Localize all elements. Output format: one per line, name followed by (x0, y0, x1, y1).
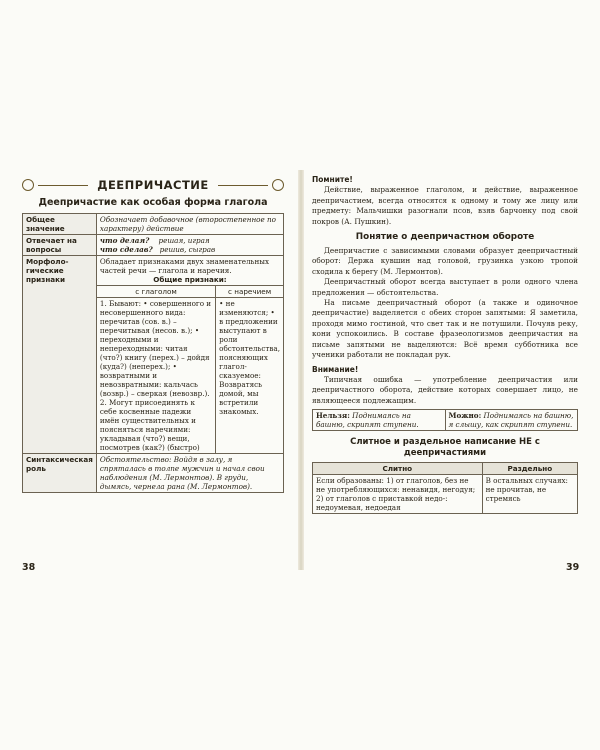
row-head-questions: Отвечает на вопросы (23, 235, 97, 256)
wrong-label: Нельзя: (316, 411, 350, 421)
table-row-meaning (23, 214, 284, 235)
ornament-line-right (218, 185, 268, 186)
wrong-example: Поднимаясь на башню, скрипят ступени. (316, 411, 419, 430)
book-gutter (298, 170, 304, 570)
morph-intro-cell (96, 256, 283, 286)
ornament-left-icon (22, 179, 34, 191)
col-head-adverb: с наречием (216, 286, 284, 298)
common-features-label: Общие признаки: (153, 275, 227, 284)
col-head-apart: Раздельно (482, 463, 577, 475)
questions-cell (96, 235, 283, 256)
chapter-title: ДЕЕПРИЧАСТИЕ (97, 178, 209, 192)
row-head-meaning: Общее значение (23, 214, 97, 235)
table-header-row (313, 463, 578, 475)
table-row-morph-intro (23, 256, 284, 286)
verb-features: 1. Бывают: • совершенного и несовершенного вида: перечитав (сов. в.) – перечитывая (несов. в.); • переходными и непереходными: читая (что?) книгу (перех.) – дойдя (куда?) (неперех.); • возвратными и невозвратными: кальчась (возвр.) – сверкая (невозвр.). 2. Могут присоединять к себе косвенные падежи имён существительных и поясняться наречиями: укладывая (что?) вещи, посмотрев (как?) (быстро) (96, 298, 215, 454)
paragraph-3: На письме деепричастный оборот (а также и одиночное деепричастие) выделяется с обеих сторон запятыми: Я заметила, проходя мимо гостиной, что свет так и не потушили. Почуяв реку, кони успокоились. В составе фразеологизмов деепричастия на письме запятыми не выделяются: Всё время субботника все ученики работали не покладая рук. (312, 298, 578, 360)
verb-form-table (22, 213, 284, 493)
left-subtitle: Деепричастие как особая форма глагола (38, 197, 268, 208)
error-example-table (312, 409, 578, 431)
answer-2: решив, сыграв (159, 245, 216, 254)
paragraph-4: Типичная ошибка — употребление деепричастия или деепричастного оборота, действие которых совершает лицо, не являющееся подлежащим. (312, 374, 578, 405)
section-title-participial-phrase: Понятие о деепричастном обороте (355, 232, 535, 243)
question-2: что сделав? (99, 245, 153, 254)
adverb-features: • не изменяются; • в предложении выступают в роли обстоятельства, поясняющих глагол-сказуемое: Возвратясь домой, мы встретили знакомых. (216, 298, 284, 454)
right-label: Можно: (448, 411, 482, 421)
paragraph-1: Деепричастие с зависимыми словами образует деепричастный оборот: Держа кувшин над головой, грузинка узкою тропой сходила к берегу (М. Лермонтов). (312, 246, 578, 276)
ne-spelling-table (312, 462, 578, 514)
right-example: Поднимаясь на башню, я слышу, как скрипят ступени. (448, 411, 574, 430)
table-row-questions (23, 235, 284, 256)
answer-1: решая, играя (158, 236, 210, 245)
right-page (312, 175, 578, 514)
ornament-line-left (38, 185, 88, 186)
remember-block (312, 175, 578, 227)
morph-intro: Обладает признаками двух знаменательных частей речи — глагола и наречия. (99, 257, 270, 275)
col-head-verb: с глаголом (96, 286, 215, 298)
left-page (22, 175, 284, 493)
question-line-1 (100, 236, 280, 245)
meaning-text: Обозначает добавочное (второстепенное по характеру) действие (96, 214, 283, 235)
table-row-syntax (23, 454, 284, 493)
table-row (313, 475, 578, 514)
page-number-left: 38 (22, 562, 36, 573)
question-line-2 (100, 245, 280, 254)
section-title-ne-spelling: Слитное и раздельное написание НЕ с деепричастиями (350, 437, 540, 459)
page-number-right: 39 (566, 562, 580, 573)
remember-text: Действие, выраженное глаголом, и действие, выраженное деепричастием, всегда относятся к одному и тому же лицу или предмету: Мальчишки разогнали псов, взяв барчонку под свой покров (А. Пушкин). (312, 185, 578, 226)
paragraph-2: Деепричастный оборот всегда выступает в роли одного члена предложения — обстоятельства. (312, 277, 578, 297)
remember-label: Помните! (312, 175, 353, 184)
attention-label: Внимание! (312, 364, 359, 374)
apart-rules: В остальных случаях: не прочитав, не стремясь (482, 475, 577, 514)
wrong-example-cell (313, 410, 446, 431)
participial-phrase-body (312, 246, 578, 406)
together-rules: Если образованы: 1) от глаголов, без не не употребляющихся: ненавидя, негодуя; 2) от глаголов с приставкой недо-: недоумевая, недоедая (313, 475, 483, 514)
right-example-cell (445, 410, 578, 431)
question-1: что делая? (99, 236, 150, 245)
table-row (313, 410, 578, 431)
row-head-morph: Морфоло-гические признаки (23, 256, 97, 454)
chapter-header (22, 178, 284, 192)
ornament-right-icon (272, 179, 284, 191)
row-head-syntax: Синтаксическая роль (23, 454, 97, 493)
col-head-together: Слитно (313, 463, 483, 475)
syntax-text: Обстоятельство: Войдя в залу, я спряталась в толпе мужчин и начал свои наблюдения (М. Лермонтов). В груди, дымясь, чернела рана (М. Лермонтов). (96, 454, 283, 493)
